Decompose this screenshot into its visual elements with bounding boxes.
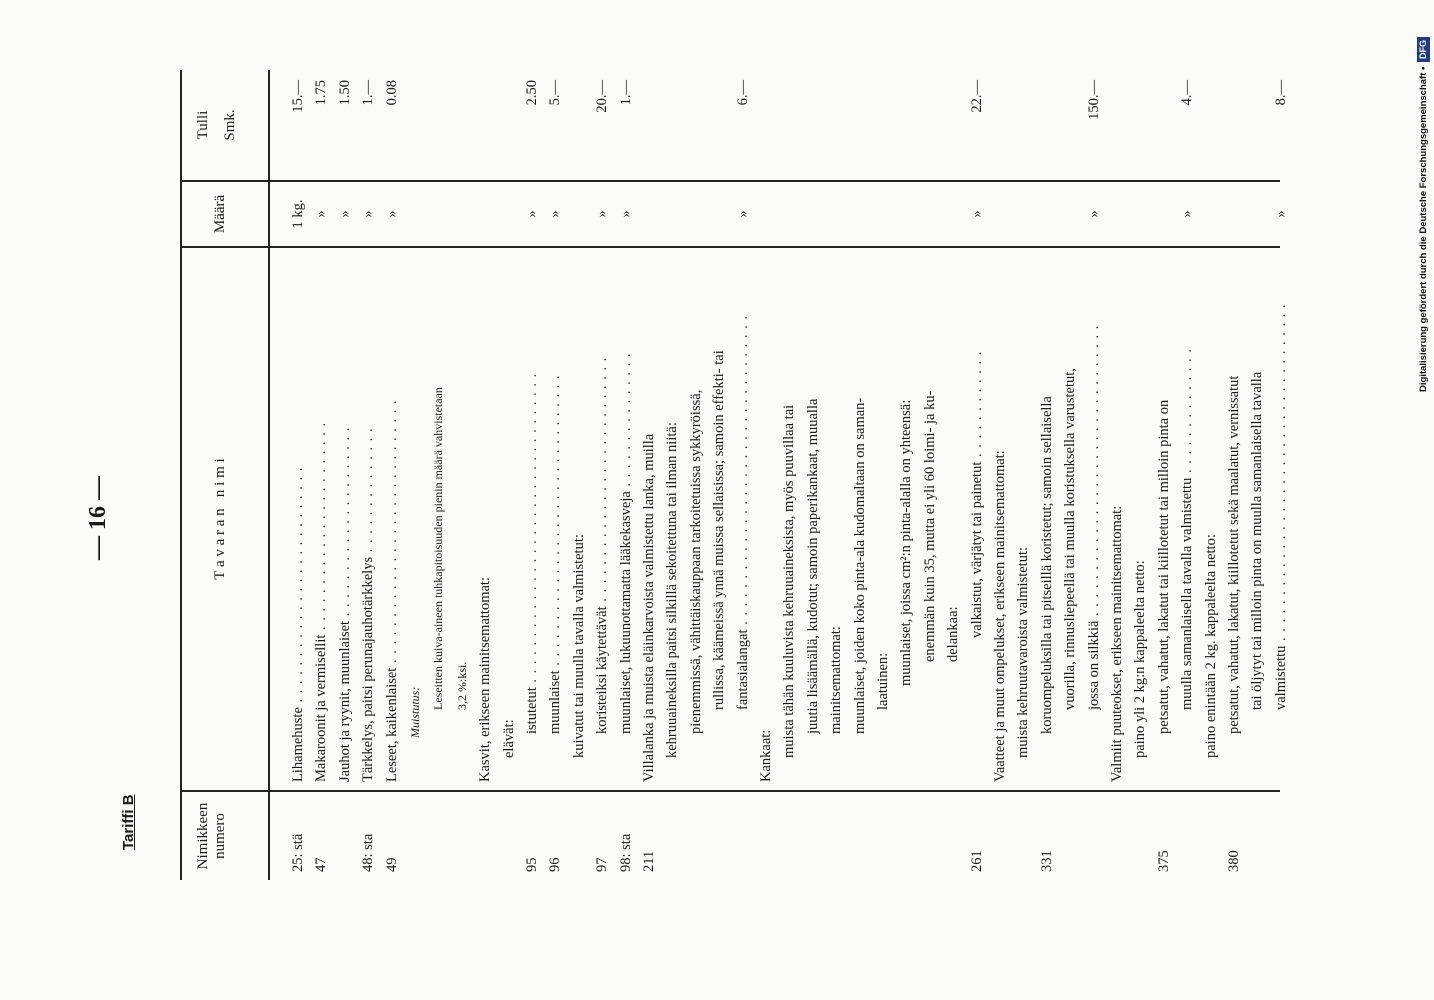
tariff-label: Tariffi B	[120, 794, 137, 850]
description-text: juutia lisäämällä, kudotut; samoin paperikankaat, muualla	[804, 398, 821, 734]
quantity-unit: »	[734, 210, 751, 218]
item-number: 331	[1038, 850, 1055, 872]
description-text: Villalanka ja muista eläinkarvoista valmistettu lanka, muilla	[641, 433, 657, 782]
quantity-unit: »	[617, 210, 634, 218]
description-text: Valmiit puuteokset, erikseen mainitsemattomat:	[1109, 505, 1125, 782]
dot-leader: . . . . . . . . . . . . . . .	[617, 352, 634, 492]
goods-description	[454, 662, 471, 710]
goods-description	[524, 373, 541, 734]
dot-leader: . . . . . . . . . . . . . . . . . . . . . . . . . . . . . . . .	[547, 374, 564, 671]
dot-leader: . . . . . . . . . . . . . . . . . . . . . . .	[313, 421, 330, 635]
goods-description	[828, 626, 845, 734]
header-num-line1: Nimikkeen	[195, 802, 211, 870]
goods-description	[618, 352, 635, 734]
goods-description	[360, 427, 377, 782]
quantity-unit: »	[547, 210, 564, 218]
description-text: Makaroonit ja vermisellit	[313, 634, 330, 782]
description-text: Jauhot ja ryynit, muunlaiset	[336, 620, 353, 782]
description-text: enemmän kuin 35, mutta ei yli 60 loimi- ja ku-	[921, 390, 938, 662]
goods-description	[1086, 325, 1103, 710]
description-text: muunlaiset, joissa cm²:n pinta-alalla on yhteensä:	[898, 399, 915, 686]
duty-rate: 15.—	[290, 80, 306, 113]
goods-description	[571, 534, 588, 758]
quantity-unit: »	[1272, 210, 1289, 218]
goods-description	[1249, 372, 1266, 710]
header-num-line2: numero	[212, 813, 228, 859]
goods-description	[1273, 303, 1290, 710]
item-number: 98: sta	[617, 833, 634, 872]
description-text: istutetut	[524, 687, 540, 734]
description-text: paino enintään 2 kg. kappaleelta netto:	[1202, 534, 1219, 758]
description-text: Lihamehuste	[290, 707, 306, 782]
header-item-number	[195, 792, 229, 880]
goods-description	[501, 719, 518, 758]
column-rule-2	[180, 246, 1280, 248]
dot-leader: . . . . . . . . . . . . . .	[1179, 348, 1196, 478]
description-text: Muistutus:	[408, 686, 422, 738]
dot-leader: . . . . . . . . . . . . . . . . . . . . . . . . . .	[290, 466, 306, 708]
description-text: muunlaiset, joiden koko pinta-ala kudomaltaan on saman-	[851, 397, 868, 734]
dfg-logo: DFG	[1417, 37, 1430, 62]
goods-description	[594, 357, 611, 734]
item-number: 375	[1155, 850, 1172, 872]
description-text: paino yli 2 kg:n kappaleelta netto:	[1132, 560, 1149, 758]
duty-rate: 1.75	[313, 80, 330, 106]
duty-rate: 4.—	[1179, 80, 1196, 106]
item-number: 97	[594, 857, 611, 872]
item-number: 380	[1226, 850, 1242, 872]
dot-leader: . . . . . . . . . . . . . . . . . . . . . . . . . . . . . . . . . . . . .	[1272, 303, 1289, 646]
description-text: mainitsemattomat:	[828, 626, 845, 734]
digitization-credit	[1416, 8, 1432, 392]
quantity-unit: 1 kg.	[290, 199, 306, 229]
header-quantity: Määrä	[212, 194, 228, 234]
goods-description	[641, 434, 658, 782]
description-text: koruompeluksilla tai pitseillä koristetut; samoin sellaisella	[1038, 396, 1055, 734]
goods-description	[898, 400, 915, 686]
goods-description	[781, 405, 798, 758]
quantity-unit: »	[313, 210, 330, 218]
description-text: koristeiksi käytettävät	[594, 606, 611, 734]
goods-description	[664, 422, 681, 758]
item-number: 211	[641, 850, 657, 872]
goods-description	[969, 351, 986, 638]
page-number: — 16 —	[85, 476, 111, 560]
item-number: 25: stä	[290, 833, 306, 872]
dot-leader: . . . . . . . . . . . . . . . . . . . . . . . . . . . . . . . .	[1085, 324, 1102, 621]
goods-description	[1179, 348, 1196, 710]
dot-leader: . . . . . . . . . . . . . . . . . . . . . . . . . . .	[594, 356, 611, 607]
description-text: jossa on silkkiä	[1085, 620, 1102, 710]
item-number: 48: sta	[360, 833, 377, 872]
description-text: Vaatteet ja muut ompelukset, erikseen mainitsemattomat:	[992, 450, 1008, 782]
quantity-unit: »	[968, 210, 985, 218]
goods-description	[922, 391, 939, 662]
goods-description	[290, 467, 307, 782]
description-text: valmistettu	[1272, 645, 1289, 710]
duty-rate: 6.—	[734, 80, 751, 106]
goods-description	[1226, 376, 1243, 734]
quantity-unit: »	[594, 210, 611, 218]
description-text: laatuinen:	[875, 652, 891, 710]
duty-rate: 150.—	[1085, 80, 1102, 120]
goods-description	[1062, 368, 1079, 710]
description-text: elävät:	[500, 719, 517, 758]
duty-rate: 0.08	[383, 80, 400, 106]
description-text: Kasvit, erikseen mainitsemattomat:	[477, 577, 494, 782]
goods-description	[992, 450, 1009, 782]
description-text: tai öljytyt tai milloin pinta on muulla samanlaisella tavalla	[1249, 371, 1266, 710]
goods-description	[945, 606, 962, 662]
description-text: muista kehruutavaroista valmistetut:	[1015, 546, 1032, 758]
goods-description	[384, 399, 401, 782]
duty-rate: 2.50	[524, 80, 540, 106]
goods-description	[688, 390, 705, 734]
description-text: muunlaiset, lukuunottamatta lääkekasveja	[617, 491, 634, 734]
duty-rate: 20.—	[594, 80, 611, 113]
goods-description	[1203, 534, 1220, 758]
description-text: muulla samanlaisella tavalla valmistettu	[1179, 477, 1196, 710]
goods-description	[1015, 547, 1032, 758]
item-number: 261	[968, 850, 985, 872]
description-text: fantasialangat	[734, 629, 751, 710]
dot-leader: . . . . . . . . . . . . . .	[360, 427, 377, 557]
duty-rate: 8.—	[1272, 80, 1289, 106]
description-text: Leseitten kuiva-aineen tuhkapitoisuuden pienin määrä vahvistetaan	[431, 387, 446, 710]
goods-description	[1039, 396, 1056, 734]
dot-leader: . . . . . . . . . . . .	[968, 350, 985, 462]
goods-description	[1109, 506, 1126, 782]
credit-text: Digitalisierung gefördert durch die Deutsche Forschungsgemeinschaft •	[1418, 66, 1429, 392]
goods-description	[337, 427, 354, 782]
duty-rate: 22.—	[968, 80, 985, 113]
description-text: muista tähän kuuluvista kehruuaineksista, myös puuvillaa tai	[781, 404, 798, 758]
duty-rate: 5.—	[547, 80, 564, 106]
header-duty	[195, 70, 239, 180]
header-duty-line2: Smk.	[222, 109, 238, 141]
duty-rate: 1.50	[336, 80, 353, 106]
quantity-unit: »	[1085, 210, 1102, 218]
duty-rate: 1.—	[360, 80, 377, 106]
goods-description	[1132, 560, 1149, 758]
description-text: kuivatut tai muulla tavalla valmistetut:	[570, 534, 587, 758]
column-rule-1	[180, 790, 1280, 792]
description-text: 3,2 %:ksi.	[454, 661, 469, 710]
description-text: muunlaiset	[547, 670, 564, 734]
header-bottom-rule	[268, 70, 270, 880]
goods-description	[313, 422, 330, 782]
description-text: delankaa:	[945, 606, 962, 662]
quantity-unit: »	[360, 210, 377, 218]
header-duty-line1: Tulli	[195, 110, 211, 140]
item-number: 47	[313, 857, 330, 872]
dot-leader: . . . . . . . . . . . . . . . . . . . . .	[336, 426, 353, 621]
description-text: petsatut, vahatut, lakatut tai kiillotetut tai milloin pinta on	[1155, 399, 1172, 734]
header-goods-name: T a v a r a n n i m i	[212, 458, 228, 580]
goods-description	[430, 387, 447, 710]
duty-rate: 1.—	[617, 80, 634, 106]
description-text: Leseet, kaikenlaiset	[383, 667, 400, 782]
description-text: pienemmissä, vähittäiskauppaan tarkoitetuissa sykkyröissä,	[687, 389, 704, 734]
dot-leader: . . . . . . . . . . . . . . . . . . . . . . . . . . . . . . . . . .	[734, 314, 751, 630]
dot-leader: . . . . . . . . . . . . . . . . . . . . . . . . . . . . . . . . . .	[524, 372, 540, 688]
description-text: petsatut, vahatut, lakatut, kiillotetut sekä maalatut, vernissatut	[1226, 375, 1242, 734]
goods-description	[547, 374, 564, 734]
quantity-unit: »	[1179, 210, 1196, 218]
item-number: 96	[547, 857, 564, 872]
description-text: valkaistut, värjätyt tai painetut	[968, 461, 985, 638]
goods-description	[407, 687, 424, 738]
goods-description	[852, 398, 869, 734]
item-number: 95	[524, 857, 540, 872]
description-text: Tärkkelys, paitsi perunajauhotärkkelys	[360, 556, 377, 782]
quantity-unit: »	[524, 210, 540, 218]
goods-description	[1156, 400, 1173, 734]
goods-description	[477, 577, 494, 782]
goods-description	[735, 315, 752, 710]
goods-description	[758, 730, 775, 782]
item-number: 49	[383, 857, 400, 872]
quantity-unit: »	[336, 210, 353, 218]
goods-description	[875, 653, 892, 710]
description-text: Kankaat:	[758, 729, 774, 782]
table-top-rule	[180, 70, 182, 880]
description-text: kehruuaineksilla paitsi silkillä sekoitettuna tai ilman niitä:	[664, 422, 681, 758]
dot-leader: . . . . . . . . . . . . . . . . . . . . . . . . . . . . .	[383, 399, 400, 668]
goods-description	[711, 350, 728, 710]
goods-description	[805, 399, 822, 734]
description-text: rullissa, käämeissä ynnä muissa sellaisissa; samoin effekti- tai	[711, 350, 728, 710]
quantity-unit: »	[383, 210, 400, 218]
description-text: vuorilla, rinnusliepeellä tai muulla koristuksella varustetut,	[1062, 368, 1079, 710]
